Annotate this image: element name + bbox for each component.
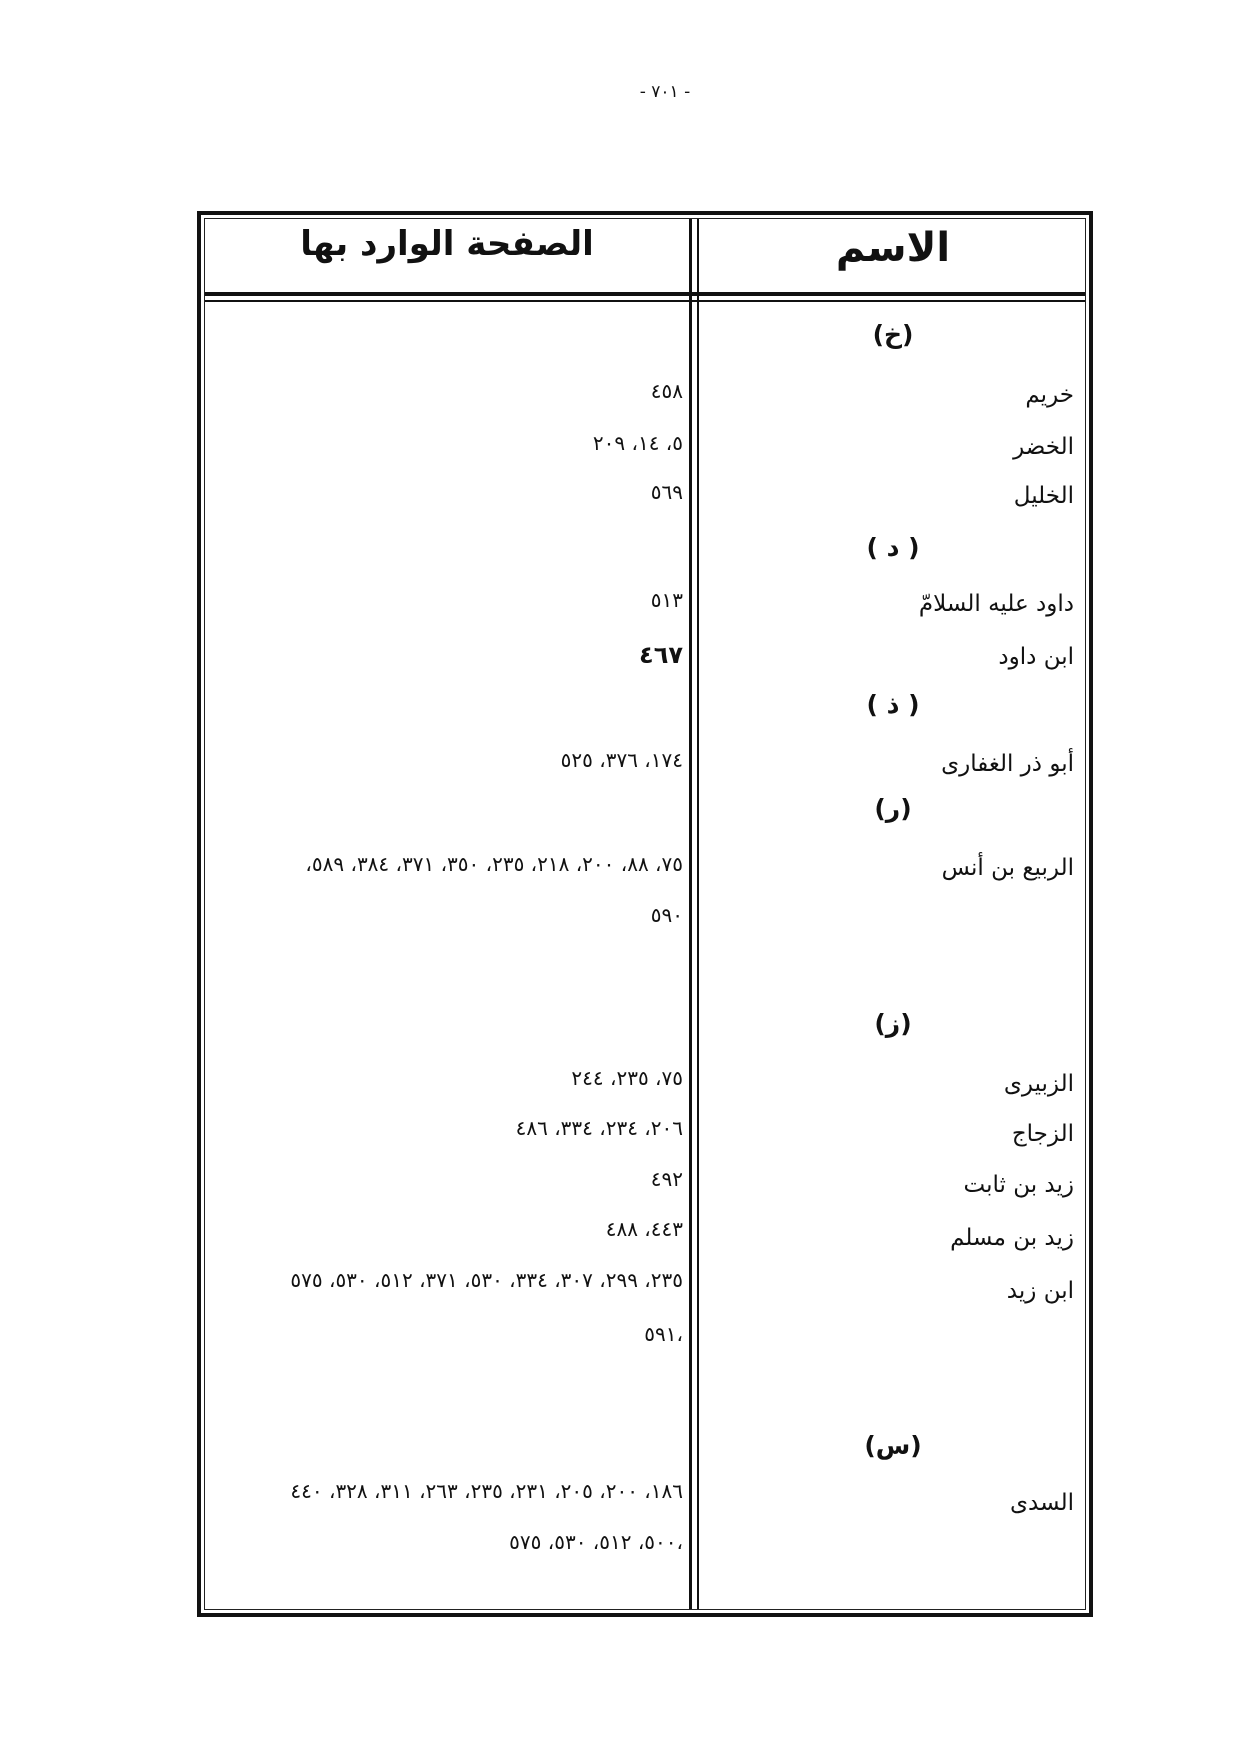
letter-heading: (س) [864, 1431, 922, 1460]
entry-pages: ٥٦٩ [650, 480, 683, 504]
entry-pages: ١٨٦، ٢٠٠، ٢٠٥، ٢٣١، ٢٣٥، ٢٦٣، ٣١١، ٣٢٨، ٤٤٠ [290, 1479, 683, 1503]
entry-pages: ٤٦٧ [639, 641, 683, 669]
entry-pages: ٥، ١٤، ٢٠٩ [592, 431, 683, 455]
entry-name: الربيع بن أنس [941, 855, 1074, 881]
entry-pages: ٧٥، ٢٣٥، ٢٤٤ [571, 1066, 683, 1090]
entry-pages-continued: ٥٩٠ [650, 903, 683, 927]
index-entry [205, 852, 1085, 927]
column-divider-outer [689, 219, 692, 1609]
entry-name: خريم [1025, 382, 1074, 408]
index-entry [205, 1264, 1085, 1346]
entry-pages: ٧٥، ٨٨، ٢٠٠، ٢١٨، ٢٣٥، ٣٥٠، ٣٧١، ٣٨٤، ٥٨٩، [305, 852, 683, 876]
entry-name: الخضر [1013, 434, 1074, 460]
entry-pages: ٢٠٦، ٢٣٤، ٣٣٤، ٤٨٦ [515, 1116, 683, 1140]
index-entry [205, 748, 1085, 780]
index-entry [205, 431, 1085, 463]
entry-name: أبو ذر الغفارى [941, 751, 1074, 777]
letter-heading: (ز) [874, 1009, 912, 1038]
column-divider-inner [697, 219, 699, 1609]
index-entry [205, 588, 1085, 620]
letter-heading: (خ) [872, 320, 914, 349]
letter-heading: ( ذ ) [866, 690, 920, 719]
entry-pages-continued: ،٥٩١ [644, 1322, 683, 1346]
entry-name: زيد بن مسلم [950, 1225, 1074, 1251]
index-entry [205, 379, 1085, 411]
entry-name: الخليل [1013, 483, 1074, 509]
entry-pages: ٤٩٢ [650, 1167, 683, 1191]
entry-name: داود عليه السلامّ [918, 591, 1074, 617]
entry-name: زيد بن ثابت [963, 1172, 1074, 1198]
entry-pages: ٥١٣ [650, 588, 683, 612]
entry-pages: ٢٣٥، ٢٩٩، ٣٠٧، ٣٣٤، ٥٣٠، ٣٧١، ٥١٢، ٥٣٠، ٥٧٥ [290, 1268, 683, 1292]
entry-name: ابن داود [998, 644, 1074, 670]
index-entry [205, 1118, 1085, 1150]
index-entry [205, 1217, 1085, 1254]
entry-pages: ٤٥٨ [650, 379, 683, 403]
header-name-column: الاسم [835, 225, 951, 271]
entry-name: السدى [1010, 1490, 1074, 1516]
header-divider-thin [205, 300, 1085, 302]
header-divider-thick [205, 292, 1085, 296]
entry-name: الزجاج [1011, 1121, 1074, 1147]
letter-heading: ( د ) [866, 533, 920, 562]
index-entry [205, 480, 1085, 512]
index-entry [205, 1068, 1085, 1100]
entry-pages: ٤٤٣، ٤٨٨ [605, 1217, 683, 1241]
index-entry [205, 1475, 1085, 1554]
entry-pages: ١٧٤، ٣٧٦، ٥٢٥ [560, 748, 683, 772]
page-number: - ٧٠١ - [639, 82, 691, 102]
index-entry [205, 1169, 1085, 1201]
entry-pages-continued: ،٥٠٠، ٥١٢، ٥٣٠، ٥٧٥ [509, 1530, 683, 1554]
entry-name: الزبيرى [1003, 1071, 1074, 1097]
letter-heading: (ر) [874, 794, 912, 823]
index-entry [205, 641, 1085, 673]
header-pages-column: الصفحة الوارد بها [300, 224, 594, 264]
entry-name: ابن زيد [1006, 1278, 1074, 1304]
